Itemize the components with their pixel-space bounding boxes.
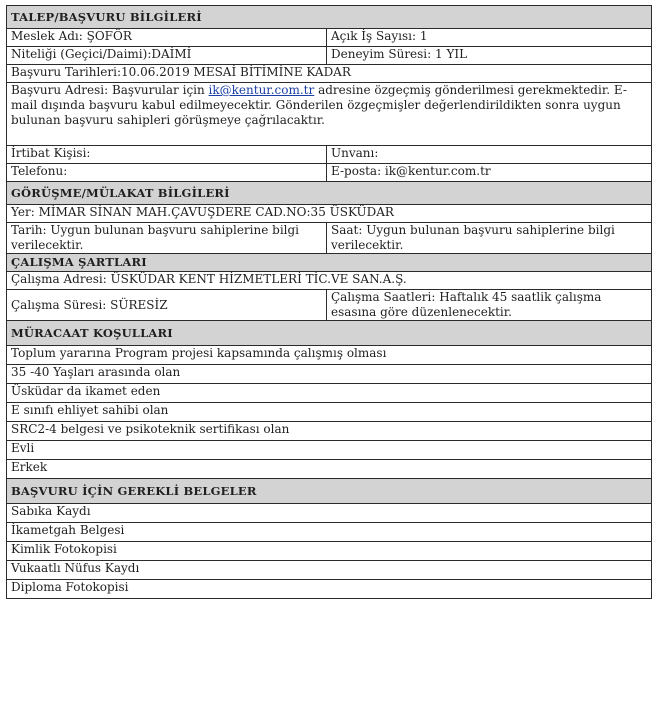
section-header-talep [7, 6, 652, 29]
list-item: Kimlik Fotokopisi [7, 542, 652, 561]
list-item: Erkek [7, 460, 652, 479]
calisma-saatleri: Çalışma Saatleri: Haftalık 45 saatlik çalışma esasına göre düzenlenecektir. [327, 290, 652, 321]
unvani: Unvanı: [327, 146, 652, 164]
gorusme-saat: Saat: Uygun bulunan başvuru sahiplerine bilgi verilecektir. [327, 223, 652, 254]
calisma-suresi: Çalışma Süresi: SÜRESİZ [7, 290, 327, 321]
list-item: E sınıfı ehliyet sahibi olan [7, 403, 652, 422]
section-title: BAŞVURU İÇİN GEREKLİ BELGELER [7, 479, 652, 504]
list-item: Üsküdar da ikamet eden [7, 384, 652, 403]
section-header-gorusme [7, 182, 652, 205]
list-item: İkametgah Belgesi [7, 523, 652, 542]
e-posta: E-posta: ik@kentur.com.tr [327, 164, 652, 182]
irtibat-kisisi: İrtibat Kişisi: [7, 146, 327, 164]
job-posting-table [6, 5, 652, 599]
section-header-muracaat [7, 321, 652, 346]
basvuru-tarihleri: Başvuru Tarihleri:10.06.2019 MESAİ BİTİMİNE KADAR [7, 65, 652, 83]
section-header-calisma [7, 254, 652, 272]
list-item: Evli [7, 441, 652, 460]
basvuru-adresi-text: adresine özgeçmiş gönderilmesi gerekmektedir. E-mail dışında başvuru kabul edilmeyecektir. Gönderilen özgeçmişler değerlendirildikten sonra uygun bulunan başvuru sahipleri görüşmeye çağrılacaktır. [11, 83, 627, 127]
gorusme-tarih: Tarih: Uygun bulunan başvuru sahiplerine bilgi verilecektir. [7, 223, 327, 254]
email-link[interactable]: ik@kentur.com.tr [208, 83, 315, 97]
niteligi: Niteliği (Geçici/Daimi):DAİMİ [7, 47, 327, 65]
list-item: 35 -40 Yaşları arasında olan [7, 365, 652, 384]
list-item: Sabıka Kaydı [7, 504, 652, 523]
acik-is-sayisi: Açık İş Sayısı: 1 [327, 29, 652, 47]
gorusme-yer: Yer: MİMAR SİNAN MAH.ÇAVUŞDERE CAD.NO:35 ÜSKÜDAR [7, 205, 652, 223]
section-title: GÖRÜŞME/MÜLAKAT BİLGİLERİ [7, 182, 652, 205]
deneyim-suresi: Deneyim Süresi: 1 YIL [327, 47, 652, 65]
list-item: SRC2-4 belgesi ve psikoteknik sertifikası olan [7, 422, 652, 441]
basvuru-adresi [7, 83, 652, 146]
calisma-adresi: Çalışma Adresi: ÜSKÜDAR KENT HİZMETLERİ TİC.VE SAN.A.Ş. [7, 272, 652, 290]
job-posting-document [6, 5, 651, 599]
telefonu: Telefonu: [7, 164, 327, 182]
section-title: ÇALIŞMA ŞARTLARI [7, 254, 652, 272]
basvuru-adresi-prefix: Başvuru Adresi: Başvurular için [11, 83, 209, 97]
section-title: TALEP/BAŞVURU BİLGİLERİ [7, 6, 652, 29]
list-item: Toplum yararına Program projesi kapsamında çalışmış olması [7, 346, 652, 365]
meslek-adi: Meslek Adı: ŞOFÖR [7, 29, 327, 47]
list-item: Diploma Fotokopisi [7, 580, 652, 599]
section-header-belgeler [7, 479, 652, 504]
list-item: Vukaatlı Nüfus Kaydı [7, 561, 652, 580]
section-title: MÜRACAAT KOŞULLARI [7, 321, 652, 346]
